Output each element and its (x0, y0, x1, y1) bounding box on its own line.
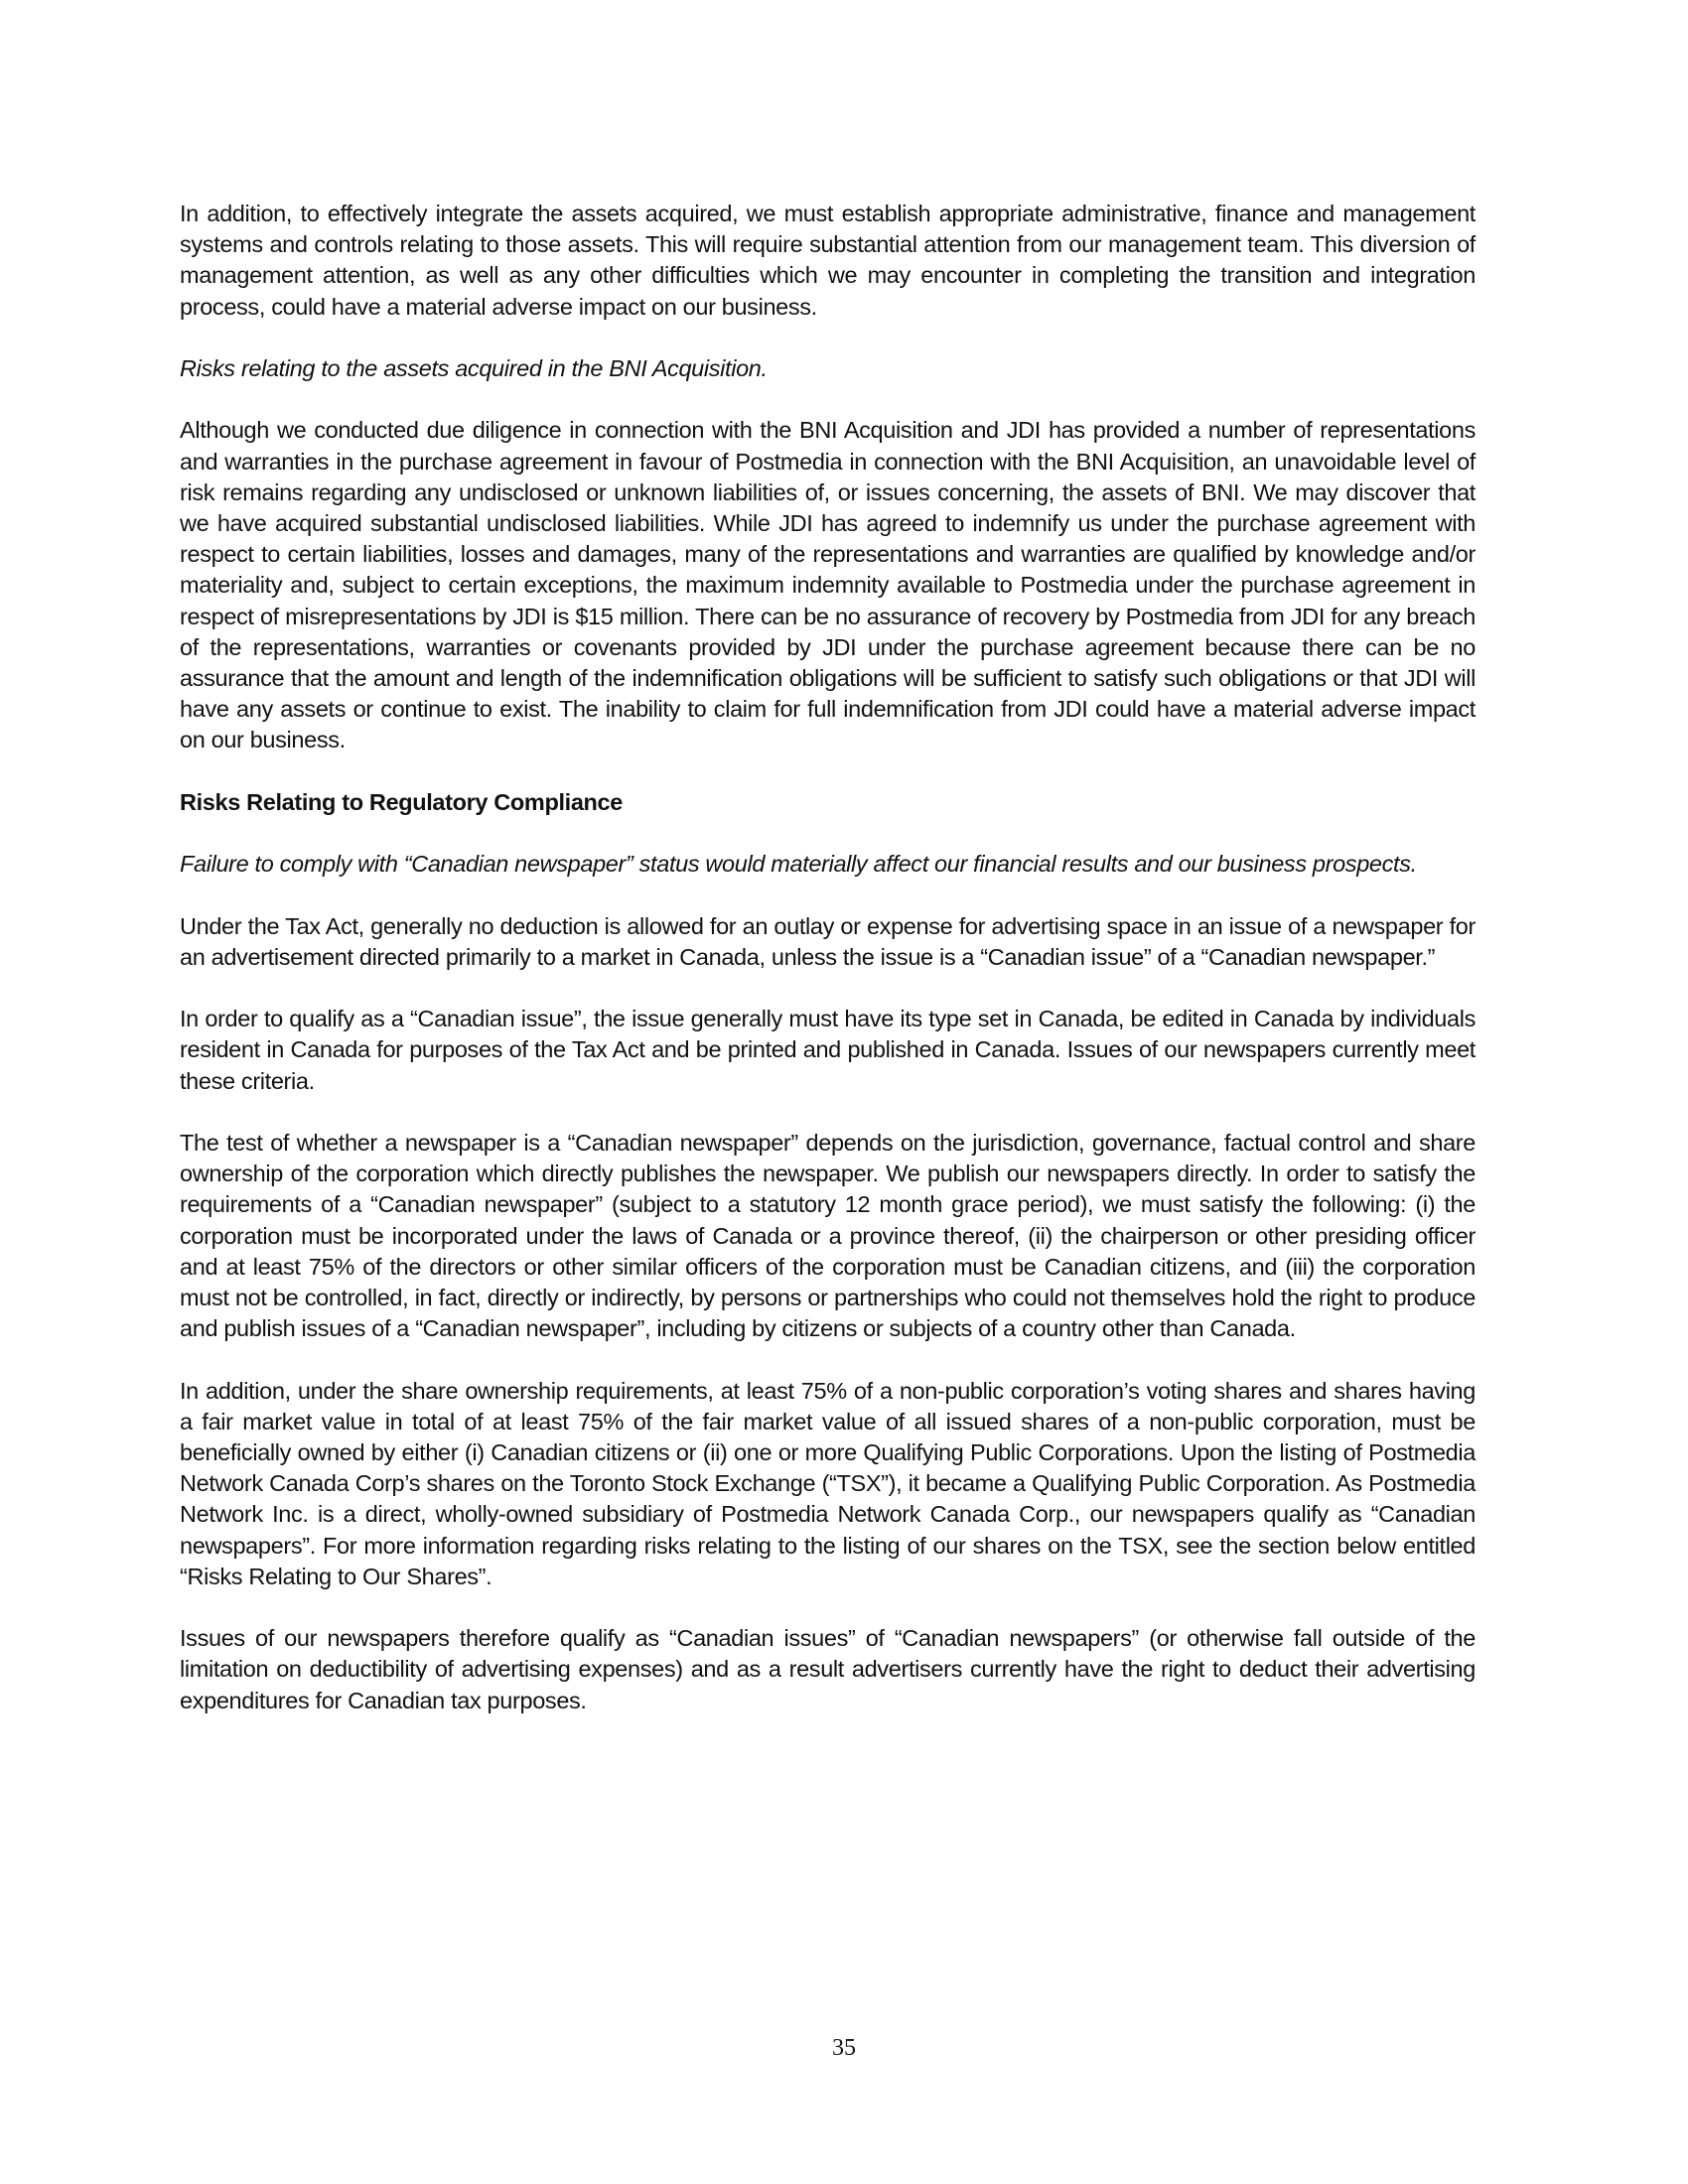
paragraph-canadian-issue: In order to qualify as a “Canadian issue”, the issue generally must have its type set in Canada, be edited in Canada by individuals resident in Canada for purposes of the Tax Act and be printed and published in Canada. Issues of our newspapers currently meet these criteria. (180, 1006, 1476, 1094)
document-body (180, 199, 1476, 1747)
subheading-bni-assets-risk: Risks relating to the assets acquired in the BNI Acquisition. (180, 355, 768, 381)
paragraph-qualification-result: Issues of our newspapers therefore qualify as “Canadian issues” of “Canadian newspapers” (or otherwise fall outside of the limitation on deductibility of advertising expenses) and as a result advertisers currently have the right to deduct their advertising expenditures for Canadian tax purposes. (180, 1625, 1476, 1713)
subheading-canadian-newspaper-status: Failure to comply with “Canadian newspaper” status would materially affect our financial results and our business prospects. (180, 851, 1417, 878)
paragraph-tax-act: Under the Tax Act, generally no deduction is allowed for an outlay or expense for advertising space in an issue of a newspaper for an advertisement directed primarily to a market in Canada, unless the issue is a “Canadian issue” of a “Canadian newspaper.” (180, 912, 1476, 970)
paragraph-canadian-newspaper-test: The test of whether a newspaper is a “Canadian newspaper” depends on the jurisdiction, governance, factual control and share ownership of the corporation which directly publishes the newspaper. We publish our newspapers directly. In order to satisfy the requirements of a “Canadian newspaper” (subject to a statutory 12 month grace period), we must satisfy the following: (i) the corporation must be incorporated under the laws of Canada or a province thereof, (ii) the chairperson or other presiding officer and at least 75% of the directors or other similar officers of the corporation must be Canadian citizens, and (iii) the corporation must not be controlled, in fact, directly or indirectly, by persons or partnerships who could not themselves hold the right to produce and publish issues of a “Canadian newspaper”, including by citizens or subjects of a country other than Canada. (180, 1129, 1476, 1342)
paragraph-due-diligence: Although we conducted due diligence in connection with the BNI Acquisition and JDI has provided a number of representations and warranties in the purchase agreement in favour of Postmedia in connection with the BNI Acquisition, an unavoidable level of risk remains regarding any undisclosed or unknown liabilities of, or issues concerning, the assets of BNI. We may discover that we have acquired substantial undisclosed liabilities. While JDI has agreed to indemnify us under the purchase agreement with respect to certain liabilities, losses and damages, many of the representations and warranties are qualified by knowledge and/or materiality and, subject to certain exceptions, the maximum indemnity available to Postmedia under the purchase agreement in respect of misrepresentations by JDI is $15 million. There can be no assurance of recovery by Postmedia from JDI for any breach of the representations, warranties or covenants provided by JDI under the purchase agreement because there can be no assurance that the amount and length of the indemnification obligations will be sufficient to satisfy such obligations or that JDI will have any assets or continue to exist. The inability to claim for full indemnification from JDI could have a material adverse impact on our business. (180, 417, 1476, 753)
section-heading-regulatory-compliance: Risks Relating to Regulatory Compliance (180, 788, 624, 815)
page-number: 35 (832, 2035, 856, 2061)
paragraph-integration: In addition, to effectively integrate the assets acquired, we must establish appropriate administrative, finance and management systems and controls relating to those assets. This will require substantial attention from our management team. This diversion of management attention, as well as any other difficulties which we may encounter in completing the transition and integration process, could have a material adverse impact on our business. (180, 201, 1476, 320)
paragraph-share-ownership: In addition, under the share ownership requirements, at least 75% of a non-public corporation’s voting shares and shares having a fair market value in total of at least 75% of the fair market value of all issued shares of a non-public corporation, must be beneficially owned by either (i) Canadian citizens or (ii) one or more Qualifying Public Corporations. Upon the listing of Postmedia Network Canada Corp’s shares on the Toronto Stock Exchange (“TSX”), it became a Qualifying Public Corporation. As Postmedia Network Inc. is a direct, wholly-owned subsidiary of Postmedia Network Canada Corp., our newspapers qualify as “Canadian newspapers”. For more information regarding risks relating to the listing of our shares on the TSX, see the section below entitled “Risks Relating to Our Shares”. (180, 1377, 1476, 1589)
